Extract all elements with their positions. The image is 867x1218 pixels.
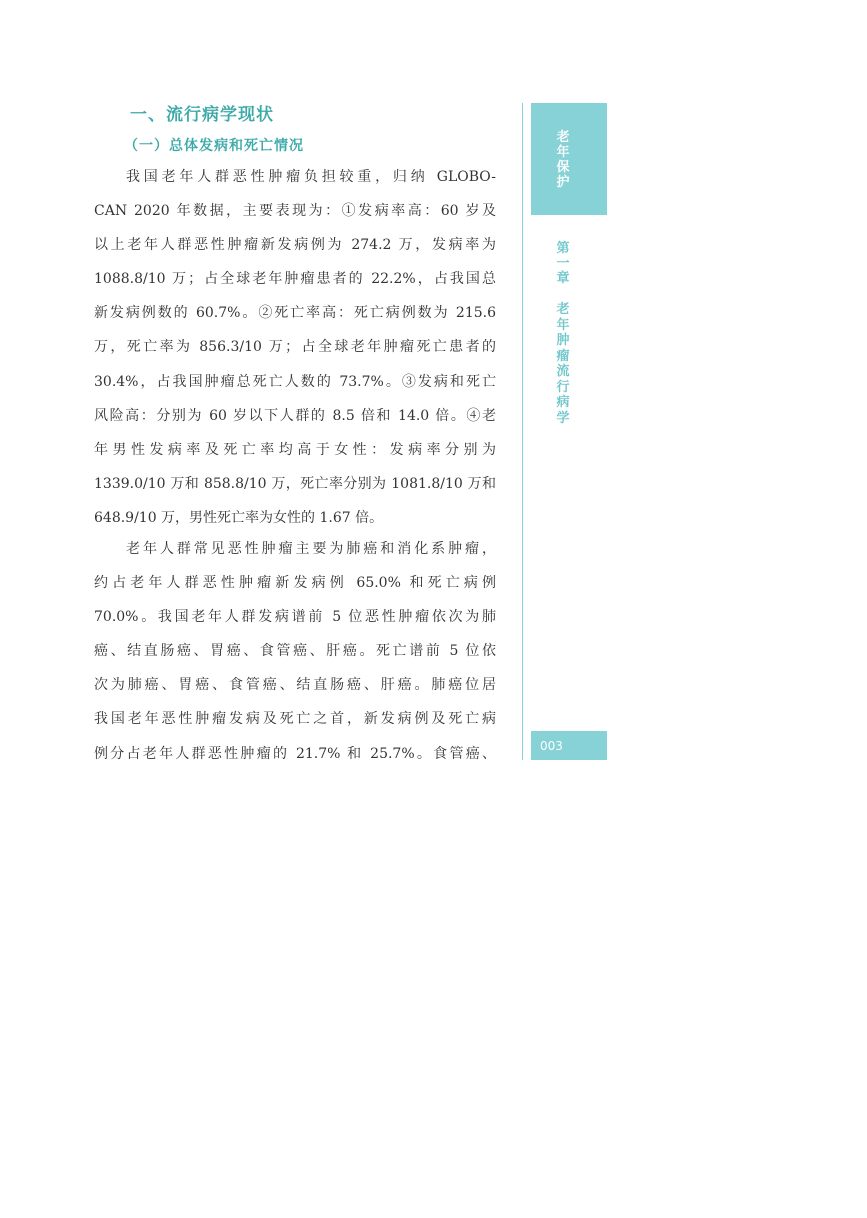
- paragraph-line: 648.9/10 万，男性死亡率为女性的 1.67 倍。: [94, 509, 384, 526]
- sidebar-tab-label: 老年保护: [556, 130, 570, 190]
- chapter-title: 老年肿瘤流行病学: [556, 302, 570, 426]
- paragraph-line: 以上老年人群恶性肿瘤新发病例为 274.2 万，发病率为: [94, 237, 496, 254]
- page-number: 003: [540, 739, 563, 753]
- column-divider: [522, 103, 523, 760]
- section-heading: 一、流行病学现状: [130, 105, 274, 125]
- chapter-label: 第一章: [556, 241, 570, 286]
- paragraph-line: 1339.0/10 万和 858.8/10 万，死亡率分别为 1081.8/10 万和: [94, 475, 496, 492]
- paragraph-line: 我国老年恶性肿瘤发病及死亡之首，新发病例及死亡病: [94, 711, 496, 728]
- paragraph-line: 30.4%，占我国肿瘤总死亡人数的 73.7%。③发病和死亡: [94, 373, 496, 390]
- paragraph-line: 新发病例数的 60.7%。②死亡率高：死亡病例数为 215.6: [94, 305, 496, 322]
- paragraph-line: 癌、结直肠癌、胃癌、食管癌、肝癌。死亡谱前 5 位依: [94, 643, 496, 660]
- paragraph-line: 风险高：分别为 60 岁以下人群的 8.5 倍和 14.0 倍。④老: [94, 407, 496, 424]
- paragraph-line: 例分占老年人群恶性肿瘤的 21.7% 和 25.7%。食管癌、: [94, 745, 496, 762]
- paragraph-line: 次为肺癌、胃癌、食管癌、结直肠癌、肝癌。肺癌位居: [94, 677, 496, 694]
- paragraph-line: 老年人群常见恶性肿瘤主要为肺癌和消化系肿瘤，: [126, 541, 496, 557]
- subsection-heading: （一）总体发病和死亡情况: [124, 138, 304, 154]
- paragraph-2: [94, 532, 496, 771]
- paragraph-line: CAN 2020 年数据，主要表现为：①发病率高：60 岁及: [94, 203, 496, 220]
- paragraph-line: 70.0%。我国老年人群发病谱前 5 位恶性肿瘤依次为肺: [94, 609, 496, 626]
- paragraph-line: 1088.8/10 万；占全球老年肿瘤患者的 22.2%，占我国总: [94, 271, 496, 288]
- paragraph-line: 我国老年人群恶性肿瘤负担较重，归纳 GLOBO-: [126, 169, 496, 185]
- paragraph-1: [94, 160, 496, 535]
- paragraph-line: 万，死亡率为 856.3/10 万；占全球老年肿瘤死亡患者的: [94, 339, 496, 356]
- paragraph-line: 约占老年人群恶性肿瘤新发病例 65.0% 和死亡病例: [94, 575, 496, 592]
- paragraph-line: 年男性发病率及死亡率均高于女性：发病率分别为: [94, 441, 496, 458]
